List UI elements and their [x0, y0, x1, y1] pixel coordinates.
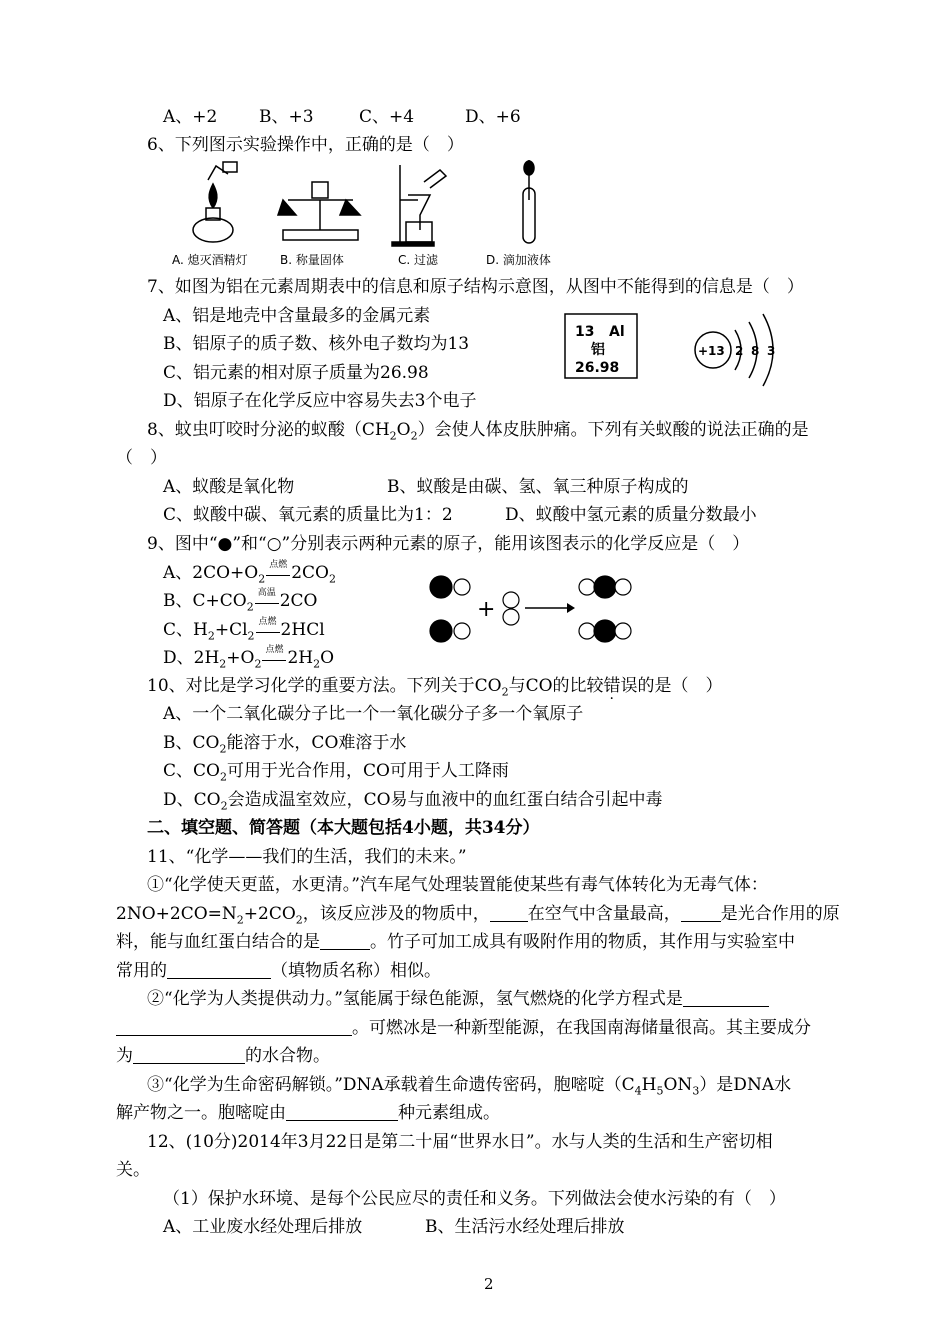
- q10-stem-part: 10、对比是学习化学的重要方法。下列关于CO: [147, 676, 502, 696]
- text-part: ②“化学为人类提供动力。”氢能属于绿色能源，氢气燃烧的化学方程式是: [147, 989, 683, 1009]
- subscript: 2: [207, 629, 215, 643]
- q8-stem-part: O: [396, 420, 411, 440]
- q6-stem: 6、下列图示实验操作中，正确的是（ ）: [147, 135, 464, 155]
- q9-option-b: [163, 590, 317, 618]
- q11-p1-line3: [116, 931, 795, 953]
- molecule-2-light-atom: [454, 623, 470, 639]
- reaction-condition: [261, 645, 287, 663]
- product-2-right-light: [615, 623, 631, 639]
- q8-stem-part: ）会使人体皮肤肿痛。下列有关蚁酸的说法正确的是: [417, 420, 809, 440]
- option-part: C、CO: [163, 761, 220, 781]
- element-name: 铝: [591, 342, 605, 358]
- equation-part: +O: [226, 648, 255, 668]
- text-part: ③“化学为生命密码解锁。”DNA承载着生命遗传密码，胞嘧啶（C: [147, 1075, 635, 1095]
- subscript: 2: [219, 770, 227, 784]
- q11-p1-line1: ①“化学使天更蓝，水更清。”汽车尾气处理装置能使某些有毒气体转化为无毒气体：: [147, 875, 768, 895]
- subscript: 2: [258, 572, 266, 586]
- q9-molecule-diagram: [425, 570, 655, 650]
- molecule-1-light-atom: [454, 579, 470, 595]
- q10-option-d: [163, 789, 663, 817]
- reaction-arrow-head: [567, 603, 575, 613]
- q12-sub1: （1）保护水环境、是每个公民应尽的责任和义务。下列做法会使水污染的有（ ）: [163, 1189, 786, 1209]
- condition-label: 点燃: [269, 560, 288, 570]
- answer-blank[interactable]: [116, 1019, 352, 1036]
- q10-option-c: [163, 760, 509, 788]
- q7-aluminum-figure: [563, 310, 803, 390]
- q11-p1-line2: [116, 903, 840, 931]
- equation-part: B、C+CO: [163, 591, 247, 611]
- equation-part: C、H: [163, 620, 208, 640]
- condition-label: 点燃: [258, 617, 277, 627]
- q8-option-b: B、蚁酸是由碳、氢、氧三种原子构成的: [387, 477, 689, 497]
- q6-caption-a: A. 熄灭酒精灯: [172, 253, 248, 267]
- answer-blank[interactable]: [133, 1047, 245, 1064]
- o2-atom-bottom: [503, 609, 519, 625]
- answer-blank[interactable]: [490, 905, 528, 922]
- q5-option-d: D、+6: [465, 107, 521, 127]
- subscript: 2: [410, 429, 418, 443]
- equation-part: 2CO: [279, 591, 318, 611]
- text-part: 2NO+2CO=N: [116, 904, 237, 924]
- q5-option-c: C、+4: [359, 107, 415, 127]
- reaction-condition: [254, 588, 280, 606]
- subscript: 2: [219, 742, 227, 756]
- text-part: 种元素组成。: [398, 1103, 500, 1123]
- product-1-dark-atom: [594, 576, 616, 598]
- q6-caption-b: B. 称量固体: [280, 253, 344, 267]
- condition-label: 高温: [257, 588, 276, 598]
- q6-caption-d: D. 滴加液体: [486, 253, 551, 267]
- answer-blank[interactable]: [286, 1104, 398, 1121]
- q8-option-a: A、蚁酸是氧化物: [163, 477, 295, 497]
- product-2-dark-atom: [594, 620, 616, 642]
- equation-part: 2H: [287, 648, 314, 668]
- q11-p2-line1: [147, 988, 769, 1010]
- text-part: 解产物之一。胞嘧啶由: [116, 1103, 286, 1123]
- o2-atom-top: [503, 592, 519, 608]
- option-part: B、CO: [163, 733, 220, 753]
- subscript: 2: [219, 657, 227, 671]
- text-part: 的水合物。: [245, 1046, 330, 1066]
- subscript: 2: [295, 913, 303, 927]
- equation-part: A、2CO+O: [163, 563, 259, 583]
- subscript: 2: [236, 913, 244, 927]
- q7-option-b: B、铝原子的质子数、核外电子数均为13: [163, 334, 470, 354]
- q12-option-b: B、生活污水经处理后排放: [425, 1217, 625, 1237]
- q8-option-c: C、蚁酸中碳、氧元素的质量比为1：2: [163, 505, 453, 525]
- nucleus-charge: +13: [698, 344, 725, 358]
- q7-stem: 7、如图为铝在元素周期表中的信息和原子结构示意图，从图中不能得到的信息是（ ）: [147, 277, 804, 297]
- subscript: 2: [220, 799, 228, 813]
- subscript: 5: [656, 1084, 664, 1098]
- q7-option-a: A、铝是地壳中含量最多的金属元素: [163, 306, 431, 326]
- q12-options-row: [163, 1216, 625, 1238]
- balance-icon: [278, 182, 360, 240]
- option-part: D、CO: [163, 790, 221, 810]
- q10-stem-part: 的是（ ）: [637, 676, 723, 696]
- q11-p2-line2: [116, 1017, 811, 1039]
- q7-option-c: C、铝元素的相对原子质量为26.98: [163, 363, 429, 383]
- subscript: 2: [246, 600, 254, 614]
- text-part: 料，能与血红蛋白结合的是: [116, 932, 320, 952]
- answer-blank[interactable]: [683, 990, 769, 1007]
- q8-options-row2: [163, 504, 757, 526]
- condition-label: 点燃: [265, 645, 284, 655]
- q9-option-d: [163, 647, 334, 675]
- q6-caption-c: C. 过滤: [398, 253, 439, 267]
- subscript: 2: [389, 429, 397, 443]
- text-part: 为: [116, 1046, 133, 1066]
- subscript: 2: [247, 629, 255, 643]
- emphasized-word: 错误: [603, 676, 638, 696]
- q10-stem: [147, 675, 723, 703]
- text-part: 。可燃冰是一种新型能源，在我国南海储量很高。其主要成分: [352, 1018, 811, 1038]
- text-part: 常用的: [116, 961, 167, 981]
- answer-blank[interactable]: [320, 933, 370, 950]
- page-number: 2: [484, 1275, 494, 1293]
- q7-option-d: D、铝原子在化学反应中容易失去3个电子: [163, 391, 477, 411]
- text-part: 。竹子可加工成具有吸附作用的物质，其作用与实验室中: [370, 932, 795, 952]
- subscript: 2: [254, 657, 262, 671]
- q8-stem-part: 8、蚊虫叮咬时分泌的蚁酸（CH: [147, 420, 390, 440]
- q11-p3-line2: [116, 1102, 500, 1124]
- equation-part: O: [320, 648, 335, 668]
- q11-p2-line3: [116, 1045, 330, 1067]
- text-part: 在空气中含量最高，: [527, 904, 681, 924]
- option-part: 会造成温室效应，CO易与血液中的血红蛋白结合引起中毒: [227, 790, 663, 810]
- q11-p1-line4: [116, 960, 441, 982]
- answer-blank[interactable]: [681, 905, 721, 922]
- answer-blank[interactable]: [167, 962, 271, 979]
- q5-options-row: [163, 106, 521, 128]
- subscript: 4: [634, 1084, 642, 1098]
- option-part: 能溶于水，CO难溶于水: [226, 733, 407, 753]
- equation-part: D、2H: [163, 648, 220, 668]
- q8-options-row1: [163, 476, 689, 498]
- plus-sign: +: [477, 597, 496, 622]
- text-part: 是光合作用的原: [720, 904, 840, 924]
- reaction-condition: [265, 560, 291, 578]
- q10-option-b: [163, 732, 406, 760]
- text-part: ，该反应涉及的物质中，: [302, 904, 490, 924]
- text-part: ）是DNA水: [699, 1075, 792, 1095]
- option-part: 可用于光合作用，CO可用于人工降雨: [226, 761, 509, 781]
- shell-2-electrons: 8: [751, 344, 760, 358]
- product-1-right-light: [615, 579, 631, 595]
- section-heading: 二、填空题、简答题（本大题包括4小题，共34分）: [147, 818, 540, 838]
- equation-part: 2HCl: [280, 620, 325, 640]
- q9-option-c: [163, 619, 325, 647]
- q12-line2: 关。: [116, 1160, 150, 1180]
- molecule-2-dark-atom: [430, 620, 452, 642]
- element-mass: 26.98: [575, 360, 620, 376]
- subscript: 2: [501, 685, 509, 699]
- text-part: +2CO: [243, 904, 296, 924]
- text-part: ON: [663, 1075, 693, 1095]
- dropper-icon: [523, 160, 535, 243]
- equation-part: 2CO: [291, 563, 329, 583]
- molecule-1-dark-atom: [430, 576, 452, 598]
- q8-stem-line2: （ ）: [116, 448, 167, 468]
- q11-title: 11、“化学——我们的生活，我们的未来。”: [147, 847, 467, 867]
- q10-stem-part: 与CO的比较: [508, 676, 604, 696]
- product-2-left-light: [579, 623, 595, 639]
- equation-part: +Cl: [214, 620, 248, 640]
- text-part: H: [641, 1075, 657, 1095]
- q10-option-a: A、一个二氧化碳分子比一个一氧化碳分子多一个氧原子: [163, 704, 584, 724]
- q11-p3-line1: [147, 1074, 791, 1102]
- reaction-condition: [255, 617, 281, 635]
- q12-line1: 12、(10分)2014年3月22日是第二十届“世界水日”。水与人类的生活和生产密切相: [147, 1132, 773, 1152]
- q9-stem: 9、图中“●”和“○”分别表示两种元素的原子，能用该图表示的化学反应是（ ）: [147, 534, 750, 554]
- q12-option-a: A、工业废水经处理后排放: [163, 1217, 363, 1237]
- q9-option-a: [163, 562, 336, 590]
- q8-stem: [147, 419, 809, 447]
- subscript: 3: [692, 1084, 700, 1098]
- subscript: 2: [313, 657, 321, 671]
- q8-option-d: D、蚁酸中氢元素的质量分数最小: [505, 505, 757, 525]
- element-number: 13: [575, 324, 595, 340]
- subscript: 2: [328, 572, 336, 586]
- text-part: （填物质名称）相似。: [271, 961, 441, 981]
- q6-lab-figure: [168, 160, 588, 270]
- shell-3-electrons: 3: [767, 344, 776, 358]
- alcohol-lamp-icon: [193, 162, 237, 242]
- shell-1-electrons: 2: [735, 344, 744, 358]
- q5-option-b: B、+3: [259, 107, 314, 127]
- product-1-left-light: [579, 579, 595, 595]
- element-symbol: Al: [609, 324, 625, 340]
- filter-funnel-icon: [392, 165, 446, 246]
- q5-option-a: A、+2: [163, 107, 218, 127]
